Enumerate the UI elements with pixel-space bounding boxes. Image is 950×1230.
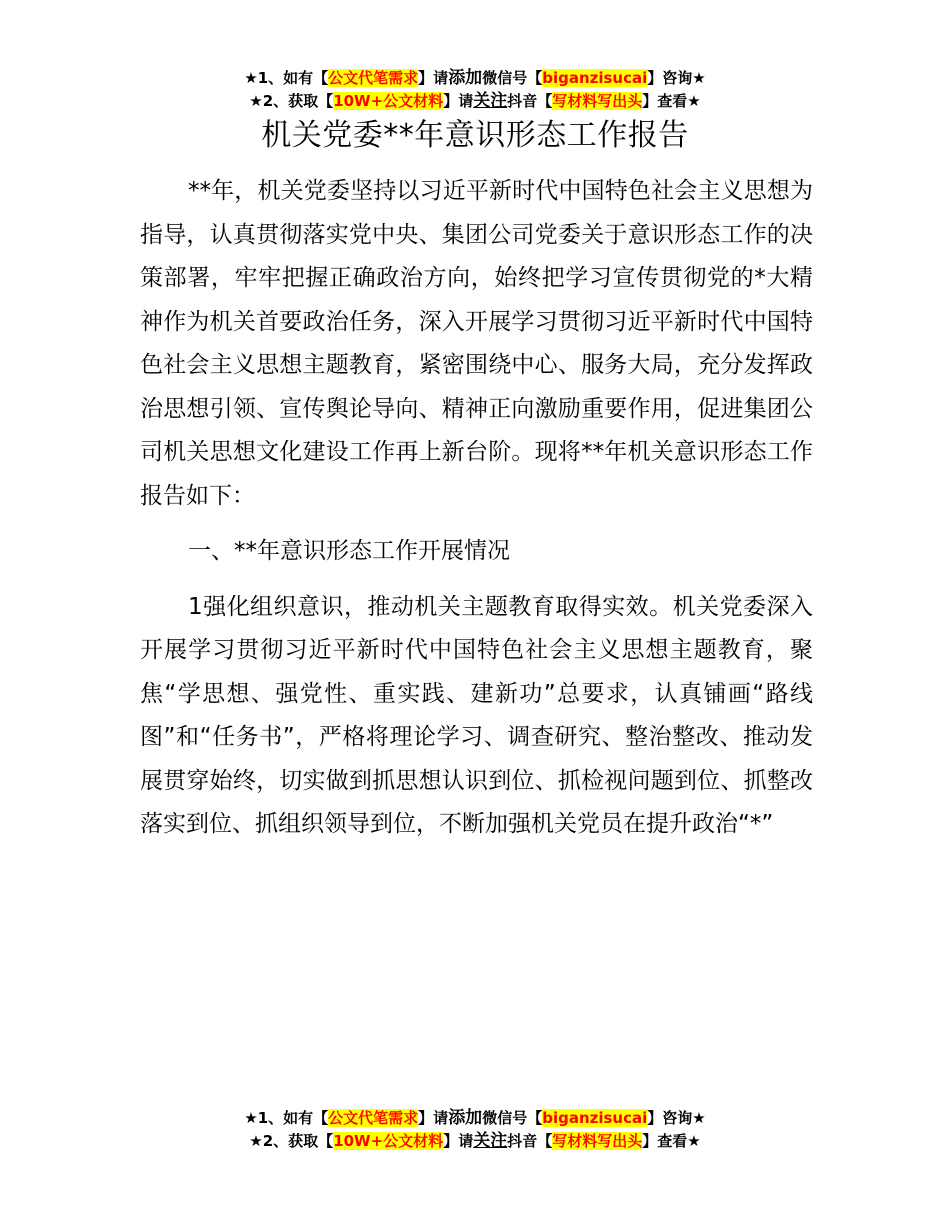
highlight-douyin-account: 写材料写出头 bbox=[552, 1132, 643, 1150]
highlight-materials: 10W+公文材料 bbox=[333, 1132, 444, 1150]
highlight-wechat-id: biganzisucai bbox=[542, 1109, 648, 1127]
banner-text: 抖音【 bbox=[507, 1132, 553, 1150]
banner-text: 】咨询★ bbox=[647, 1109, 706, 1127]
banner-line-2 bbox=[0, 1130, 950, 1153]
banner-text: ★1、如有【 bbox=[244, 69, 329, 87]
highlight-douyin-account: 写材料写出头 bbox=[552, 92, 643, 110]
banner-text: 微信号【 bbox=[482, 69, 543, 87]
document-title: 机关党委**年意识形态工作报告 bbox=[261, 118, 689, 153]
banner-text: 】请 bbox=[418, 1109, 449, 1127]
banner-emphasis: 添加 bbox=[448, 1108, 483, 1128]
banner-text: 】查看★ bbox=[642, 92, 701, 110]
banner-emphasis: 添加 bbox=[448, 68, 483, 88]
banner-text: 】查看★ bbox=[642, 1132, 701, 1150]
section-heading: 一、**年意识形态工作开展情况 bbox=[188, 538, 510, 564]
banner-line-1 bbox=[0, 67, 950, 90]
banner-text: 微信号【 bbox=[482, 1109, 543, 1127]
banner-text: 抖音【 bbox=[507, 92, 553, 110]
document-body bbox=[140, 170, 813, 847]
banner-text: 】请 bbox=[443, 1132, 474, 1150]
banner-emphasis: 关注 bbox=[473, 1131, 508, 1151]
highlight-wechat-id: biganzisucai bbox=[542, 69, 648, 87]
banner-text: 】请 bbox=[418, 69, 449, 87]
banner-emphasis: 关注 bbox=[473, 91, 508, 111]
banner-line-2 bbox=[0, 90, 950, 113]
banner-text: 】咨询★ bbox=[647, 69, 706, 87]
footer-banner bbox=[0, 1107, 950, 1153]
banner-text: ★2、获取【 bbox=[249, 1132, 334, 1150]
highlight-materials: 10W+公文材料 bbox=[333, 92, 444, 110]
banner-line-1 bbox=[0, 1107, 950, 1130]
banner-text: ★1、如有【 bbox=[244, 1109, 329, 1127]
header-banner bbox=[0, 67, 950, 113]
highlight-service: 公文代笔需求 bbox=[328, 1109, 419, 1127]
paragraph-intro: **年，机关党委坚持以习近平新时代中国特色社会主义思想为指导，认真贯彻落实党中央、集团公司党委关于意识形态工作的决策部署，牢牢把握正确政治方向，始终把学习宣传贯彻党的*大精神作为机关首要政治任务，深入开展学习贯彻习近平新时代中国特色社会主义思想主题教育，紧密围绕中心、服务大局，充分发挥政治思想引领、宣传舆论导向、精神正向激励重要作用，促进集团公司机关思想文化建设工作再上新台阶。现将**年机关意识形态工作报告如下： bbox=[140, 178, 813, 509]
paragraph-item-1: 1强化组织意识，推动机关主题教育取得实效。机关党委深入开展学习贯彻习近平新时代中国特色社会主义思想主题教育，聚焦“学思想、强党性、重实践、建新功”总要求，认真铺画“路线图”和“任务书”，严格将理论学习、调查研究、整治整改、推动发展贯穿始终，切实做到抓思想认识到位、抓检视问题到位、抓整改落实到位、抓组织领导到位，不断加强机关党员在提升政治“*” bbox=[140, 593, 813, 837]
banner-text: 】请 bbox=[443, 92, 474, 110]
highlight-service: 公文代笔需求 bbox=[328, 69, 419, 87]
banner-text: ★2、获取【 bbox=[249, 92, 334, 110]
